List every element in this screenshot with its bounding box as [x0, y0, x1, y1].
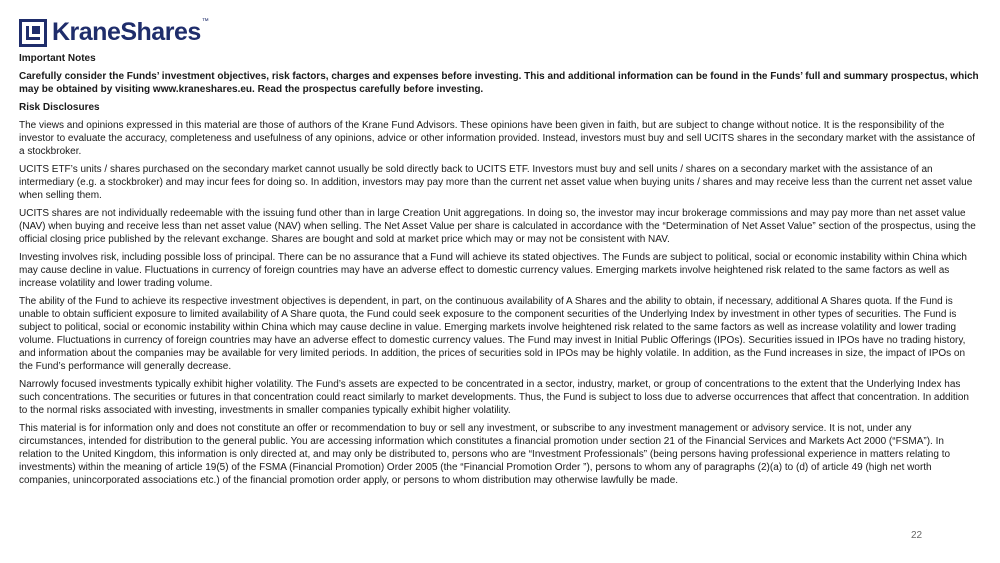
- page-number: 22: [911, 530, 923, 541]
- kraneshares-logo-icon: [19, 19, 47, 47]
- intro-paragraph: Carefully consider the Funds’ investment objectives, risk factors, charges and expenses before investing. This and additional information can be found in the Funds’ full and summary prospectus, which may be obtained by visiting www.kraneshares.eu. Read the prospectus carefully before investing.: [19, 71, 979, 95]
- risk-disclosures-heading: Risk Disclosures: [19, 102, 100, 113]
- disclosure-paragraph: Investing involves risk, including possible loss of principal. There can be no assurance that a Fund will achieve its stated objectives. The Funds are subject to political, social or economic instability within China which may cause decline in value. Fluctuations in currency of foreign countries may have an adverse effect to domestic currency values. Emerging markets involve heightened risk related to the same factors as well as increase volatility and lower trading volume.: [19, 252, 967, 289]
- logo-wordmark: KraneShares™: [52, 18, 209, 46]
- disclosure-paragraph: Narrowly focused investments typically exhibit higher volatility. The Fund’s assets are expected to be concentrated in a sector, industry, market, or group of concentrations to the extent that the Underlying Index has such concentrations. The securities or futures in that concentration could react similarly to market developments. Thus, the Fund is subject to loss due to adverse occurrences that affect that concentration. In addition to the normal risks associated with investing, investments in smaller companies typically exhibit higher volatility.: [19, 379, 969, 416]
- disclosure-paragraph: The ability of the Fund to achieve its respective investment objectives is dependent, in part, on the continuous availability of A Shares and the ability to obtain, if necessary, additional A Shares quota. If the Fund is unable to obtain sufficient exposure to limited availability of A Share quota, the Fund could seek exposure to the component securities of the Underlying Index by investment in other types of securities. The Fund is subject to political, social or economic instability within China which may cause decline in value. Emerging markets involve heightened risk related to the same factors as well as increase volatility and lower trading volume. Fluctuations in currency of foreign countries may have an adverse effect to domestic currency values. The Fund may invest in Initial Public Offerings (IPOs). Securities issued in IPOs have no trading history, and information about the companies may be available for very limited periods. In addition, the prices of securities sold in IPOs may be highly volatile. In addition, as the Fund increases in size, the impact of IPOs on the Fund’s performance will generally decrease.: [19, 296, 966, 372]
- disclosures-body: [19, 52, 979, 492]
- disclosure-paragraph: The views and opinions expressed in this material are those of authors of the Krane Fund Advisors. These opinions have been given in faith, but are subject to change without notice. It is the responsibility of the investor to evaluate the accuracy, completeness and usefulness of any opinions, advice or other information provided. Instead, investors must buy and sell UCITS shares in the secondary market with the assistance of a stockbroker.: [19, 120, 975, 157]
- important-notes-heading: Important Notes: [19, 53, 96, 64]
- kraneshares-logo: [19, 17, 208, 48]
- disclosure-paragraph: UCITS shares are not individually redeemable with the issuing fund other than in large Creation Unit aggregations. In doing so, the investor may incur brokerage commissions and may pay more than net asset value (NAV) when buying and receive less than net asset value (NAV) when selling. The Net Asset Value per share is calculated in accordance with the “Determination of Net Asset Value” section of the prospectus, using the official closing price published by the relevant exchange. Shares are bought and sold at market price which may or may not be consistent with NAV.: [19, 208, 976, 245]
- disclosure-paragraph: UCITS ETF’s units / shares purchased on the secondary market cannot usually be sold directly back to UCITS ETF. Investors must buy and sell units / shares on a secondary market with the assistance of an intermediary (e.g. a stockbroker) and may incur fees for doing so. In addition, investors may pay more than the current net asset value when buying units / shares and may receive less than the current net asset value when selling them.: [19, 164, 973, 201]
- disclosure-paragraph: This material is for information only and does not constitute an offer or recommendation to buy or sell any investment, or subscribe to any investment management or advisory service. It is not, under any circumstances, intended for distribution to the general public. You are accessing information which constitutes a financial promotion under section 21 of the Financial Services and Markets Act 2000 (“FSMA”). In relation to the United Kingdom, this information is only directed at, and may only be distributed to, persons who are “Investment Professionals” (being persons having professional experience in matters relating to investments) within the meaning of article 19(5) of the FSMA (Financial Promotion) Order 2005 (the “Financial Promotion Order ”), persons to whom any of paragraphs (2)(a) to (d) of article 49 (high net worth companies, unincorporated associations etc.) of the financial promotion order apply, or persons to whom distribution may otherwise lawfully be made.: [19, 423, 951, 486]
